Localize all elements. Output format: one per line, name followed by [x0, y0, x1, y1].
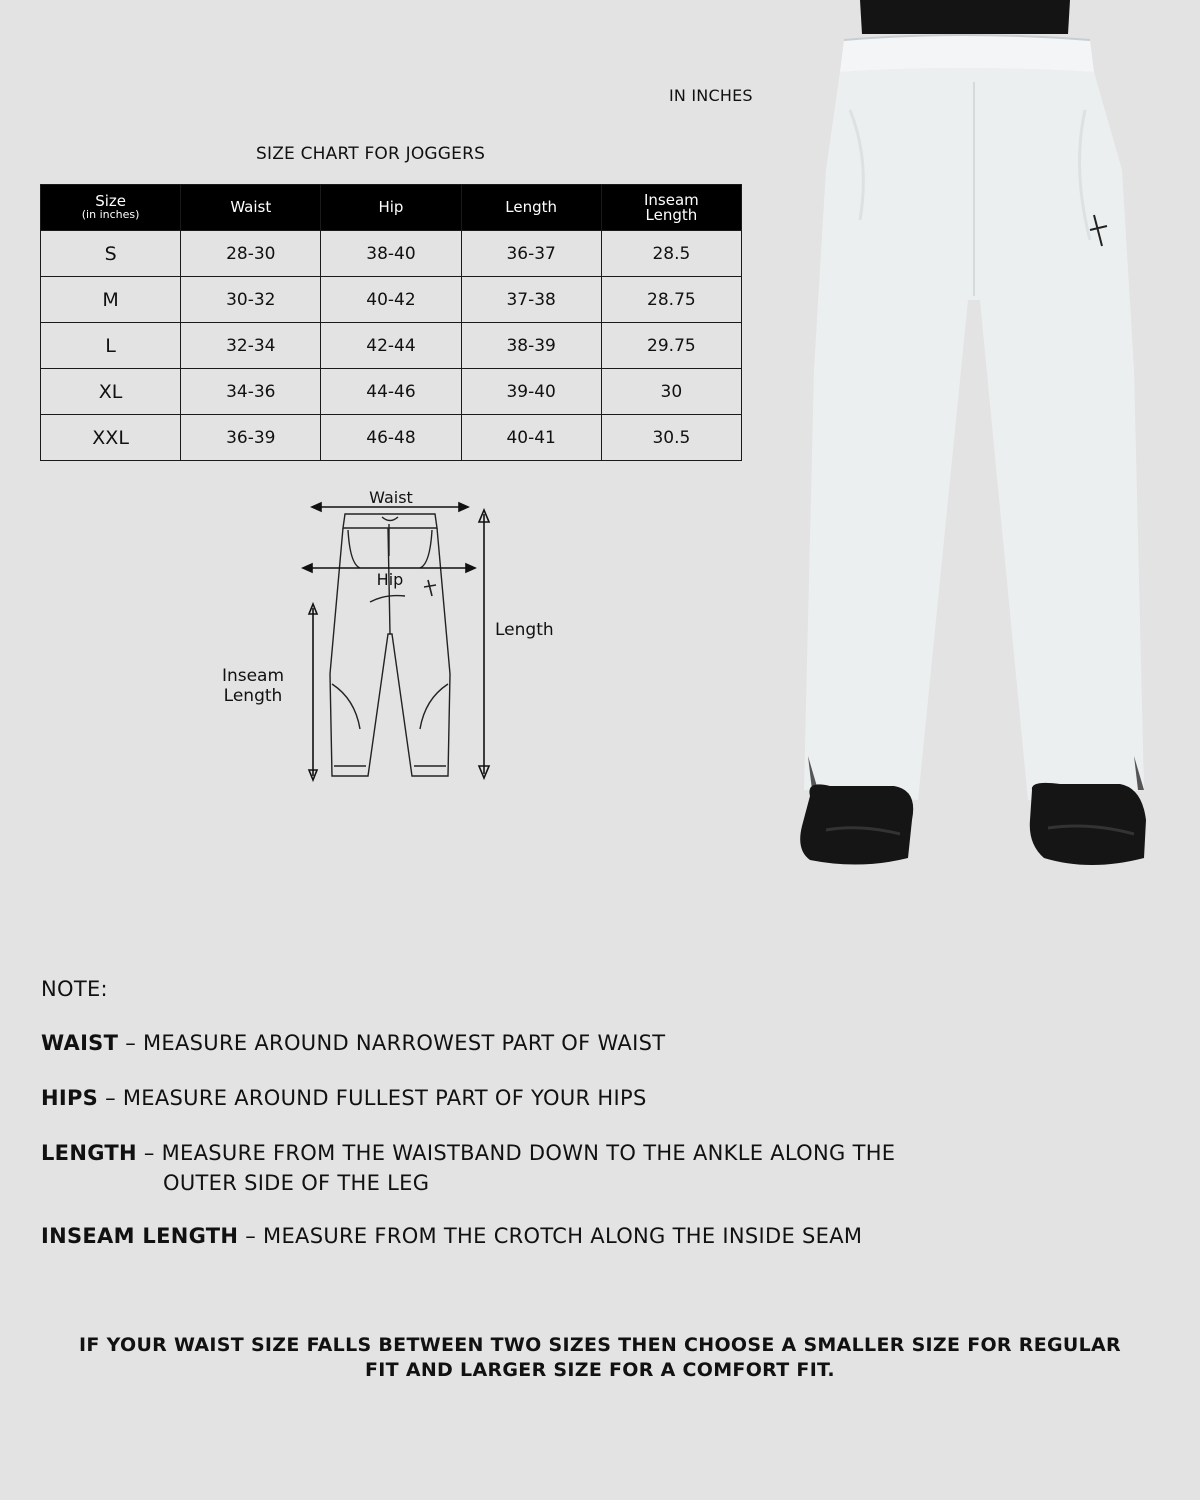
table-cell: 38-40: [321, 231, 461, 277]
table-row: [41, 369, 742, 415]
units-label: IN INCHES: [669, 86, 753, 105]
table-row: [41, 415, 742, 461]
table-row: [41, 231, 742, 277]
table-cell: L: [41, 323, 181, 369]
table-cell: 32-34: [181, 323, 321, 369]
table-row: [41, 277, 742, 323]
header-inseam: [601, 185, 741, 231]
waist-label: Waist: [369, 488, 413, 507]
table-header-row: [41, 185, 742, 231]
header-hip-label: Hip: [378, 198, 404, 216]
fit-advice: [40, 1333, 1160, 1383]
note-heading: NOTE:: [41, 977, 108, 1001]
table-cell: 28.75: [601, 277, 741, 323]
note-waist-text: – MEASURE AROUND NARROWEST PART OF WAIST: [118, 1031, 666, 1055]
header-length-label: Length: [505, 198, 558, 216]
note-length-continuation: OUTER SIDE OF THE LEG: [163, 1171, 430, 1195]
header-size-label: Size: [95, 192, 126, 210]
table-cell: XL: [41, 369, 181, 415]
note-length: [41, 1141, 895, 1165]
table-cell: 29.75: [601, 323, 741, 369]
table-cell: S: [41, 231, 181, 277]
note-inseam-text: – MEASURE FROM THE CROTCH ALONG THE INSIDE SEAM: [238, 1224, 863, 1248]
hip-label: Hip: [376, 570, 404, 589]
header-size: [41, 185, 181, 231]
header-hip: [321, 185, 461, 231]
note-length-text: – MEASURE FROM THE WAISTBAND DOWN TO THE ANKLE ALONG THE: [136, 1141, 896, 1165]
inseam-label-line1: Inseam: [221, 666, 285, 686]
table-cell: M: [41, 277, 181, 323]
inseam-label-line2: Length: [223, 686, 283, 706]
right-shoe-shape: [1030, 783, 1146, 865]
header-waist: [181, 185, 321, 231]
note-length-term: LENGTH: [41, 1141, 137, 1165]
note-hips: [41, 1086, 647, 1110]
header-size-sublabel: (in inches): [81, 208, 140, 221]
note-waist-term: WAIST: [41, 1031, 119, 1055]
table-cell: 30.5: [601, 415, 741, 461]
table-row: [41, 323, 742, 369]
header-inseam-label: Inseam: [643, 190, 699, 209]
table-cell: 28.5: [601, 231, 741, 277]
table-cell: 46-48: [321, 415, 461, 461]
length-label: Length: [495, 620, 554, 640]
logo-mark-shape: [424, 580, 436, 596]
note-waist: [41, 1031, 665, 1055]
table-cell: 36-37: [461, 231, 601, 277]
chart-title: SIZE CHART FOR JOGGERS: [256, 144, 486, 164]
header-waist-label: Waist: [230, 198, 272, 216]
table-cell: 34-36: [181, 369, 321, 415]
fit-advice-line2: FIT AND LARGER SIZE FOR A COMFORT FIT.: [365, 1359, 835, 1381]
header-inseam-label-2: Length: [645, 205, 698, 224]
product-photo: [790, 0, 1170, 900]
table-cell: 38-39: [461, 323, 601, 369]
size-chart-table: [40, 184, 742, 461]
waistband-shape: [840, 35, 1094, 72]
fit-advice-line1: IF YOUR WAIST SIZE FALLS BETWEEN TWO SIZES THEN CHOOSE A SMALLER SIZE FOR REGULAR: [79, 1334, 1121, 1356]
note-hips-text: – MEASURE AROUND FULLEST PART OF YOUR HIPS: [98, 1086, 647, 1110]
table-cell: 37-38: [461, 277, 601, 323]
measurement-diagram: [200, 484, 580, 794]
table-cell: 28-30: [181, 231, 321, 277]
table-cell: 39-40: [461, 369, 601, 415]
note-inseam-term: INSEAM LENGTH: [41, 1224, 239, 1248]
model-shirt-shape: [860, 0, 1070, 34]
header-length: [461, 185, 601, 231]
table-cell: 44-46: [321, 369, 461, 415]
table-cell: 30-32: [181, 277, 321, 323]
table-cell: 36-39: [181, 415, 321, 461]
left-shoe-shape: [800, 784, 913, 864]
table-cell: 40-41: [461, 415, 601, 461]
table-cell: 40-42: [321, 277, 461, 323]
pants-outline-shape: [330, 528, 450, 776]
table-cell: 30: [601, 369, 741, 415]
table-cell: 42-44: [321, 323, 461, 369]
note-inseam: [41, 1224, 862, 1248]
note-hips-term: HIPS: [41, 1086, 99, 1110]
table-cell: XXL: [41, 415, 181, 461]
